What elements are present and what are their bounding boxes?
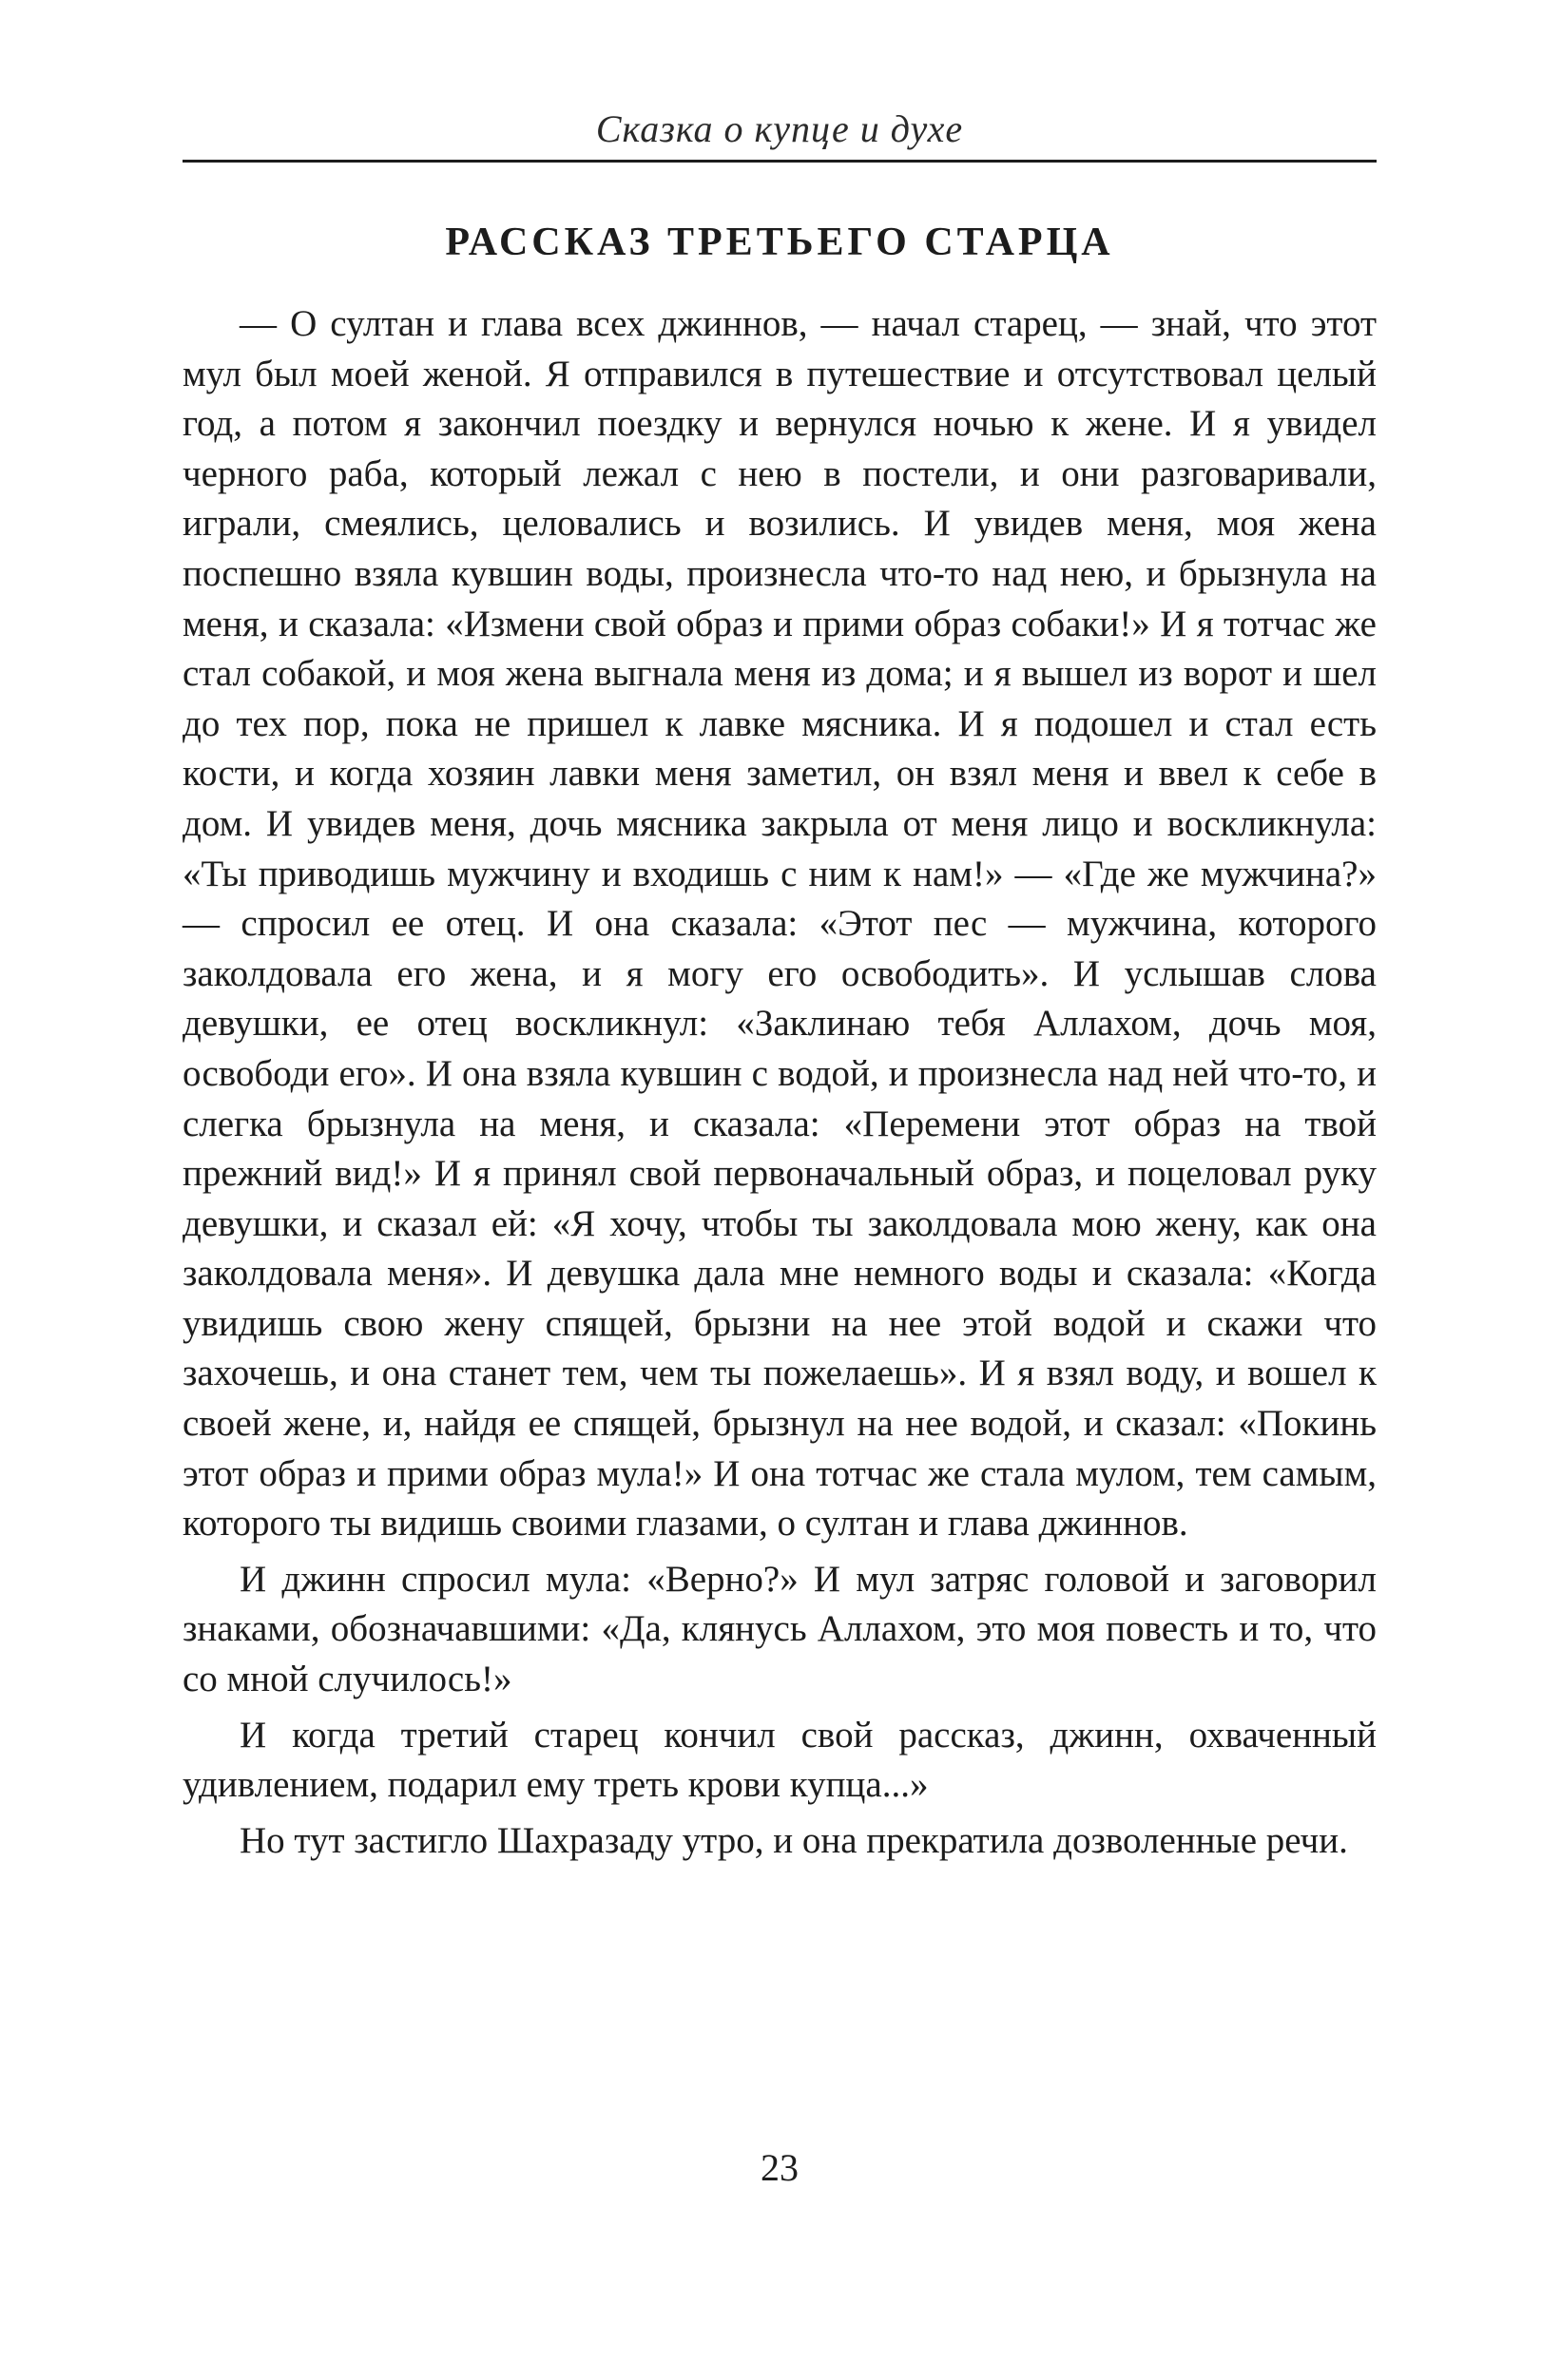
book-page bbox=[183, 105, 1377, 1871]
page-number: 23 bbox=[761, 2146, 799, 2189]
paragraph: И когда третий старец кончил свой рассказ, джинн, охваченный удивлением, подарил ему треть крови купца...» bbox=[183, 1714, 1377, 1806]
running-head: Сказка о купце и духе bbox=[595, 107, 964, 150]
chapter-title: РАССКАЗ ТРЕТЬЕГО СТАРЦА bbox=[445, 221, 1114, 264]
paragraph: И джинн спросил мула: «Верно?» И мул затряс головой и заговорил знаками, обозначавшими: «Да, клянусь Аллахом, это моя повесть и то, что со мной случилось!» bbox=[183, 1558, 1377, 1700]
body-text bbox=[183, 299, 1377, 1866]
header-rule bbox=[183, 160, 1377, 163]
paragraph: — О султан и глава всех джиннов, — начал старец, — знай, что этот мул был моей женой. Я отправился в путешествие и отсутствовал целый год, а потом я закончил поездку и вернулся ночью к жене. И я увидел черного раба, который лежал с нею в постели, и они разговаривали, играли, смеялись, целовались и возились. И увидев меня, моя жена поспешно взяла кувшин воды, произнесла что-то над нею, и брызнула на меня, и сказала: «Измени свой образ и прими образ собаки!» И я тотчас же стал собакой, и моя жена выгнала меня из дома; и я вышел из ворот и шел до тех пор, пока не пришел к лавке мясника. И я подошел и стал есть кости, и когда хозяин лавки меня заметил, он взял меня и ввел к себе в дом. И увидев меня, дочь мясника закрыла от меня лицо и воскликнула: «Ты приводишь мужчину и входишь с ним к нам!» — «Где же мужчина?» — спросил ее отец. И она сказала: «Этот пес — мужчина, которого заколдовала его жена, и я могу его освободить». И услышав слова девушки, ее отец воскликнул: «Заклинаю тебя Аллахом, дочь моя, освободи его». И она взяла кувшин с водой, и произнесла над ней что-то, и слегка брызнула на меня, и сказала: «Перемени этот образ на твой прежний вид!» И я принял свой первоначальный образ, и поцеловал руку девушки, и сказал ей: «Я хочу, чтобы ты заколдовала мою жену, как она заколдовала меня». И девушка дала мне немного воды и сказала: «Когда увидишь свою жену спящей, брызни на нее этой водой и скажи что захочешь, и она станет тем, чем ты пожелаешь». И я взял воду, и вошел к своей жене, и, найдя ее спящей, брызнул на нее водой, и сказал: «Покинь этот образ и прими образ мула!» И она тотчас же стала мулом, тем самым, которого ты видишь своими глазами, о султан и глава джиннов. bbox=[183, 303, 1377, 1545]
paragraph: Но тут застигло Шахразаду утро, и она прекратила дозволенные речи. bbox=[240, 1819, 1348, 1861]
